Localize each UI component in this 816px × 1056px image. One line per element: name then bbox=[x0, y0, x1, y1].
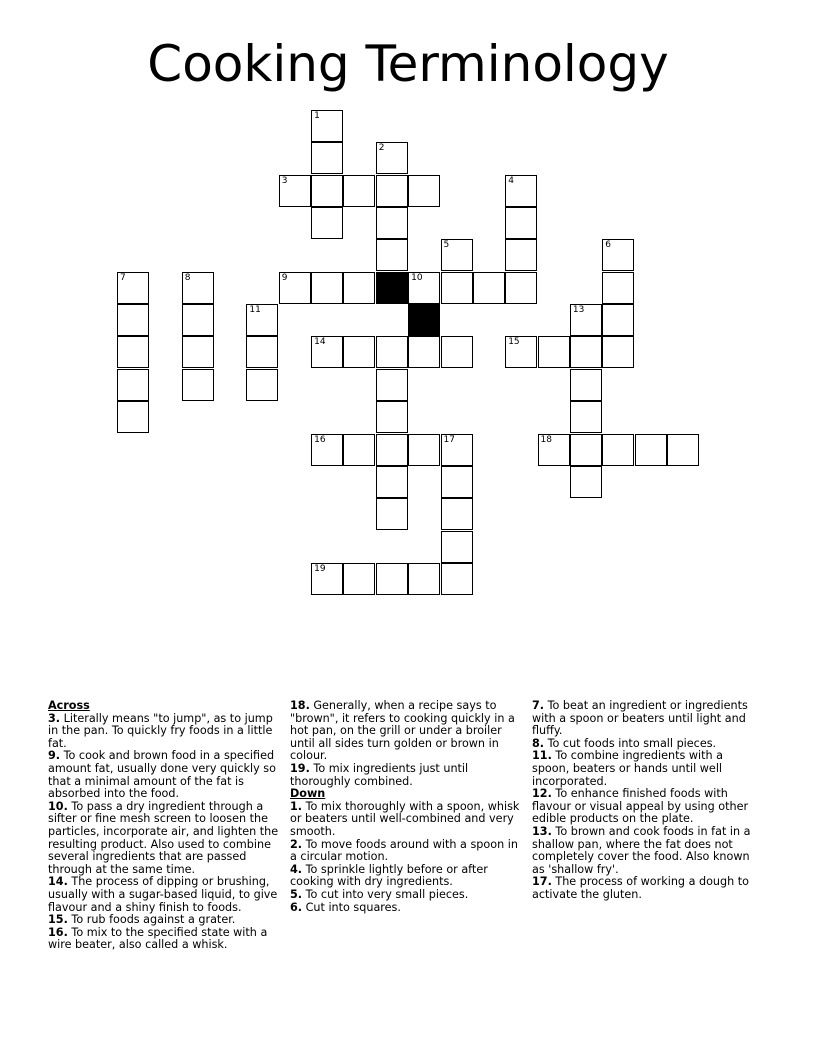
cell-number: 16 bbox=[314, 434, 326, 445]
cell-number: 6 bbox=[605, 240, 611, 251]
cell-number: 4 bbox=[508, 175, 514, 186]
grid-cell[interactable] bbox=[311, 434, 343, 466]
clue bbox=[48, 927, 284, 952]
grid-cell[interactable] bbox=[570, 466, 602, 498]
grid-cell[interactable] bbox=[441, 498, 473, 530]
grid-cell[interactable] bbox=[408, 336, 440, 368]
grid-cell[interactable] bbox=[279, 175, 311, 207]
grid-cell[interactable] bbox=[441, 466, 473, 498]
clue-text: To rub foods against a grater. bbox=[67, 913, 236, 927]
grid-cell[interactable] bbox=[602, 304, 634, 336]
grid-cell[interactable] bbox=[311, 175, 343, 207]
clue-column-1 bbox=[48, 700, 284, 952]
grid-cell[interactable] bbox=[441, 239, 473, 271]
grid-cell[interactable] bbox=[408, 434, 440, 466]
clue-number: 1. bbox=[290, 799, 303, 813]
clue-text: To cut into very small pieces. bbox=[302, 887, 469, 901]
grid-cell[interactable] bbox=[117, 336, 149, 368]
cell-number: 10 bbox=[411, 272, 423, 283]
cell-number: 11 bbox=[249, 305, 261, 316]
grid-cell[interactable] bbox=[602, 272, 634, 304]
cell-number: 13 bbox=[572, 305, 585, 316]
grid-cell[interactable] bbox=[182, 272, 214, 304]
cell-number: 9 bbox=[281, 272, 288, 283]
clue-text: Generally, when a recipe says to "brown", it refers to cooking quickly in a hot pan, on the grill or under a broiler until all sides turn golden or brown in colour. bbox=[290, 699, 515, 763]
across-clue-list-continued bbox=[290, 700, 522, 788]
clue-number: 3. bbox=[48, 711, 61, 725]
clue-number: 5. bbox=[290, 887, 303, 901]
grid-cell[interactable] bbox=[246, 304, 278, 336]
grid-cell[interactable] bbox=[343, 434, 375, 466]
grid-cell[interactable] bbox=[376, 239, 408, 271]
clue-column-3 bbox=[532, 700, 756, 902]
across-clue-list bbox=[48, 713, 284, 952]
grid-cell[interactable] bbox=[117, 369, 149, 401]
grid-cell[interactable] bbox=[343, 175, 375, 207]
grid-cell[interactable] bbox=[376, 498, 408, 530]
grid-cell[interactable] bbox=[408, 175, 440, 207]
grid-cell[interactable] bbox=[343, 272, 375, 304]
grid-cell[interactable] bbox=[311, 110, 343, 142]
cell-number: 2 bbox=[378, 143, 385, 154]
grid-cell[interactable] bbox=[376, 401, 408, 433]
cell-number: 5 bbox=[443, 240, 450, 251]
grid-cell[interactable] bbox=[441, 531, 473, 563]
clue-number: 10. bbox=[48, 799, 68, 813]
black-square bbox=[376, 272, 408, 304]
grid-cell[interactable] bbox=[505, 207, 537, 239]
grid-cell[interactable] bbox=[505, 239, 537, 271]
grid-cell[interactable] bbox=[117, 272, 149, 304]
clue-text: To cook and brown food in a specified amount fat, usually done very quickly so that a minimal amount of the fat is absorbed into the food. bbox=[48, 749, 276, 801]
clue-number: 15. bbox=[48, 913, 68, 927]
clue bbox=[48, 713, 284, 751]
clue-number: 17. bbox=[532, 875, 552, 889]
clue-number: 6. bbox=[290, 900, 303, 914]
grid-cell[interactable] bbox=[182, 304, 214, 336]
grid-cell[interactable] bbox=[602, 336, 634, 368]
clue bbox=[532, 788, 756, 826]
grid-cell[interactable] bbox=[441, 336, 473, 368]
clue bbox=[290, 864, 522, 889]
clue-column-2 bbox=[290, 700, 522, 914]
clue-text: To brown and cook foods in fat in a shallow pan, where the fat does not completely cover the food. Also known as 'shallow fry'. bbox=[532, 824, 751, 876]
grid-cell[interactable] bbox=[570, 434, 602, 466]
clue-text: To beat an ingredient or ingredients with a spoon or beaters until light and fluffy. bbox=[532, 699, 748, 738]
grid-cell[interactable] bbox=[343, 563, 375, 595]
clue-number: 8. bbox=[532, 736, 545, 750]
black-square bbox=[408, 304, 440, 336]
grid-cell[interactable] bbox=[311, 207, 343, 239]
clue-number: 12. bbox=[532, 787, 552, 801]
clue bbox=[48, 750, 284, 800]
grid-cell[interactable] bbox=[117, 304, 149, 336]
cell-number: 7 bbox=[120, 272, 126, 283]
clue-number: 9. bbox=[48, 749, 61, 763]
grid-cell[interactable] bbox=[408, 272, 440, 304]
grid-cell[interactable] bbox=[376, 466, 408, 498]
grid-cell[interactable] bbox=[635, 434, 667, 466]
clue bbox=[290, 902, 522, 915]
grid-cell[interactable] bbox=[376, 142, 408, 174]
clue-text: To sprinkle lightly before or after cooking with dry ingredients. bbox=[290, 862, 488, 889]
clue-text: To move foods around with a spoon in a circular motion. bbox=[290, 837, 518, 864]
grid-cell[interactable] bbox=[473, 272, 505, 304]
clue-text: To mix ingredients just until thoroughly combined. bbox=[290, 761, 469, 788]
grid-cell[interactable] bbox=[570, 369, 602, 401]
grid-cell[interactable] bbox=[570, 336, 602, 368]
grid-cell[interactable] bbox=[376, 434, 408, 466]
grid-cell[interactable] bbox=[182, 336, 214, 368]
puzzle-title: Cooking Terminology bbox=[147, 35, 669, 93]
clue bbox=[290, 763, 522, 788]
clue-number: 11. bbox=[532, 749, 552, 763]
clue bbox=[48, 876, 284, 914]
grid-cell[interactable] bbox=[376, 207, 408, 239]
down-header: Down bbox=[290, 787, 326, 801]
clue-number: 14. bbox=[48, 875, 68, 889]
clue-number: 19. bbox=[290, 761, 310, 775]
clue bbox=[290, 801, 522, 839]
cell-number: 3 bbox=[281, 175, 288, 186]
clue-text: To mix thoroughly with a spoon, whisk or beaters until well-combined and very smooth. bbox=[290, 799, 520, 838]
grid-cell[interactable] bbox=[311, 336, 343, 368]
across-header: Across bbox=[48, 699, 90, 712]
grid-cell[interactable] bbox=[505, 336, 537, 368]
clue bbox=[290, 700, 522, 763]
grid-cell[interactable] bbox=[311, 142, 343, 174]
clue-number: 7. bbox=[532, 699, 545, 712]
clue bbox=[290, 839, 522, 864]
grid-cell[interactable] bbox=[505, 175, 537, 207]
clue-text: To mix to the specified state with a wire beater, also called a whisk. bbox=[48, 925, 268, 952]
clue-number: 18. bbox=[290, 699, 310, 712]
clue bbox=[532, 876, 756, 901]
clue-text: To combine ingredients with a spoon, beaters or hands until well incorporated. bbox=[532, 749, 723, 788]
grid-cell[interactable] bbox=[441, 272, 473, 304]
clue-number: 13. bbox=[532, 824, 552, 838]
grid-cell[interactable] bbox=[117, 401, 149, 433]
grid-cell[interactable] bbox=[246, 336, 278, 368]
clue-text: Cut into squares. bbox=[302, 900, 401, 914]
grid-cell[interactable] bbox=[570, 304, 602, 336]
clue-text: The process of dipping or brushing, usually with a sugar-based liquid, to give flavour and a shiny finish to foods. bbox=[48, 875, 278, 914]
grid-cell[interactable] bbox=[376, 369, 408, 401]
grid-cell[interactable] bbox=[441, 434, 473, 466]
grid-cell[interactable] bbox=[602, 434, 634, 466]
clue-text: The process of working a dough to activate the gluten. bbox=[532, 875, 749, 901]
grid-cell[interactable] bbox=[311, 272, 343, 304]
down-clue-list-continued bbox=[532, 700, 756, 902]
cell-number: 1 bbox=[314, 111, 320, 121]
clue-number: 2. bbox=[290, 837, 303, 851]
grid-cell[interactable] bbox=[182, 369, 214, 401]
grid-cell[interactable] bbox=[570, 401, 602, 433]
grid-cell[interactable] bbox=[376, 175, 408, 207]
grid-cell[interactable] bbox=[246, 369, 278, 401]
grid-cell[interactable] bbox=[376, 336, 408, 368]
grid-cell[interactable] bbox=[408, 563, 440, 595]
grid-cell[interactable] bbox=[538, 434, 570, 466]
clue bbox=[48, 801, 284, 877]
clue-number: 16. bbox=[48, 925, 68, 939]
down-clue-list bbox=[290, 801, 522, 914]
clue bbox=[532, 750, 756, 788]
grid-cell[interactable] bbox=[667, 434, 699, 466]
cell-number: 8 bbox=[184, 272, 191, 283]
clue-text: Literally means "to jump", as to jump in the pan. To quickly fry foods in a little fat. bbox=[48, 711, 273, 750]
grid-cell[interactable] bbox=[279, 272, 311, 304]
clue-text: To cut foods into small pieces. bbox=[544, 736, 717, 750]
grid-cell[interactable] bbox=[505, 272, 537, 304]
cell-number: 14 bbox=[314, 337, 326, 348]
clue-text: To enhance finished foods with flavour or visual appeal by using other edible products on the plate. bbox=[532, 787, 749, 826]
clue bbox=[532, 826, 756, 876]
grid-cell[interactable] bbox=[602, 239, 634, 271]
cell-number: 17 bbox=[443, 434, 455, 445]
cell-number: 18 bbox=[540, 434, 552, 445]
grid-cell[interactable] bbox=[538, 336, 570, 368]
clue-number: 4. bbox=[290, 862, 303, 876]
grid-cell[interactable] bbox=[376, 563, 408, 595]
cell-number: 15 bbox=[508, 337, 520, 348]
clue bbox=[532, 700, 756, 738]
cell-number: 19 bbox=[314, 563, 326, 574]
grid-cell[interactable] bbox=[311, 563, 343, 595]
grid-cell[interactable] bbox=[441, 563, 473, 595]
clue-text: To pass a dry ingredient through a sifter or fine mesh screen to loosen the particles, incorporate air, and lighten the resulting product. Also used to combine several ingredients that are passed through at the same time. bbox=[48, 799, 279, 876]
grid-cell[interactable] bbox=[343, 336, 375, 368]
